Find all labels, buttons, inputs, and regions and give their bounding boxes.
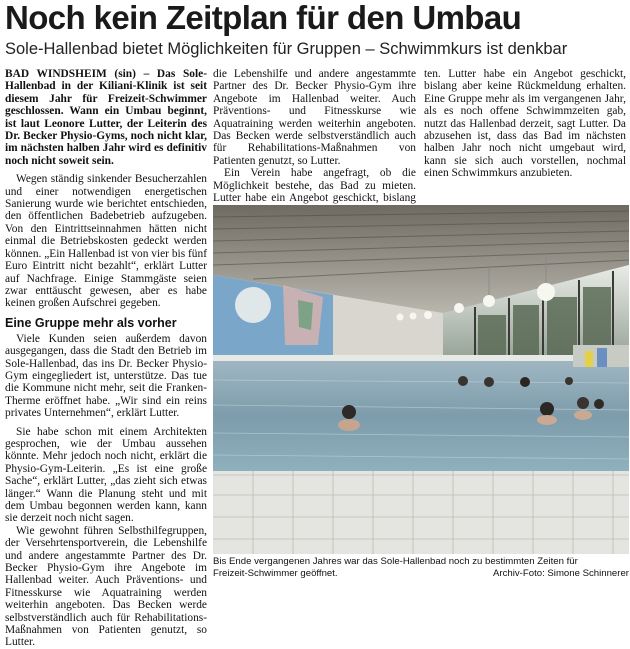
body-paragraph-3: Sie habe schon mit einem Architekten gesprochen, wie der Umbau aussehen könnte. Mehr jedoch noch nicht, erklärt die Physio-Gym-Leiterin. „Es ist eine große Sache“, erklärt Lutter, „das zieht sich etwas länger.“ Wann die Planung steht und mit dem Umbau begonnen werden kann, kann sie derzeit noch nicht sagen.: [5, 425, 207, 525]
body-paragraph-1: Wegen ständig sinkender Besucherzahlen und einer notwendigen energetischen Sanierung wurde wie berichtet entschieden, den öffentlichen Badebetrieb aufzugeben. Von den Eintrittseinnahmen hätten nicht einmal die Betriebskosten gedeckt werden können. „Ein Hallenbad ist von vier bis fünf Euro Eintritt nicht bezahlt“, erklärt Lutter auf Nachfrage. Einige Stammgäste seien zwar enttäuscht gewesen, aber es habe keinen großen Aufschrei gegeben.: [5, 173, 207, 310]
subheadline: Sole-Hallenbad bietet Möglichkeiten für Gruppen – Schwimmkurs ist denkbar: [5, 40, 568, 58]
crosshead: Eine Gruppe mehr als vorher: [5, 315, 177, 330]
photo-credit: Archiv-Foto: Simone Schinnerer: [493, 567, 629, 579]
caption-line-1: Bis Ende vergangenen Jahres war das Sole-Hallenbad noch zu bestimmten Zeiten für: [213, 556, 578, 567]
pool-photo: [213, 205, 629, 554]
article-column-3: [424, 68, 626, 180]
article-column-1: [5, 68, 207, 649]
body-paragraph-5: Ein Verein habe angefragt, ob die Möglichkeit bestehe, das Bad zu mieten. Lutter habe ein Angebot geschickt, bislang: [213, 167, 416, 205]
body-paragraph-5-cont: ten. Lutter habe ein Angebot geschickt, bislang aber keine Rückmeldung erhalten. Eine Gruppe mehr als im vergangenen Jahr, als es noch offene Schwimmzeiten gab, nutzt das Hallenbad derzeit, sagt Lutter. Da abzusehen ist, dass das Bad im nächsten halben Jahr noch nicht umgebaut wird, kann sie sich auch vorstellen, nochmal einen Schwimmkurs anzubieten.: [424, 68, 626, 180]
headline: Noch kein Zeitplan für den Umbau: [5, 0, 522, 36]
pool-water: [213, 361, 629, 471]
pool-edge-tiles: [213, 471, 629, 554]
body-paragraph-4-cont: die Lebenshilfe und andere angestammte Partner des Dr. Becker Physio-Gym ihre Angebote im Hallenbad weiter. Auch Präventions- und Fitnesskurse wie Aquatraining werden weiterhin angeboten. Das Becken werde selbstverständlich auch für Rehabilitations-Maßnahmen von Patienten genutzt, so Lutter.: [213, 68, 416, 167]
lead-paragraph: BAD WINDSHEIM (sin) – Das Sole-Hallenbad in der Kiliani-Klinik ist seit diesem Jahr für Freizeit-Schwimmer geschlossen. Wann ein Umbau beginnt, ist laut Leonore Lutter, der Leiterin des Dr. Becker Physio-Gyms, noch nicht klar, im nächsten halben Jahr wird es definitiv noch nicht soweit sein.: [5, 68, 207, 167]
body-paragraph-4-start: Wie gewohnt führen Selbsthilfegruppen, der Versehrtensportverein, die Lebenshilfe und andere angestammte Partner des Dr. Becker Physio-Gym ihre Angebote im Hallenbad weiter. Auch Präventions- und Fitnesskurse wie Aquatraining werden weiterhin angeboten. Das Becken werde selbstverständlich auch für Rehabilitations-Maßnahmen von Patienten genutzt, so Lutter.: [5, 524, 207, 649]
photo-caption: [213, 556, 629, 579]
caption-line-2: Freizeit-Schwimmer geöffnet.: [213, 567, 338, 579]
body-paragraph-2: Viele Kunden seien außerdem davon ausgegangen, dass die Stadt den Betrieb im Sole-Hallenbad, das ins Dr. Becker Physio-Gym eingegliedert ist, unterstütze. Das tue die Kommune nicht mehr, seit die Franken-Therme eröffnet habe. „Wir sind ein reins privates Unternehmen“, erklärt Lutter.: [5, 332, 207, 420]
